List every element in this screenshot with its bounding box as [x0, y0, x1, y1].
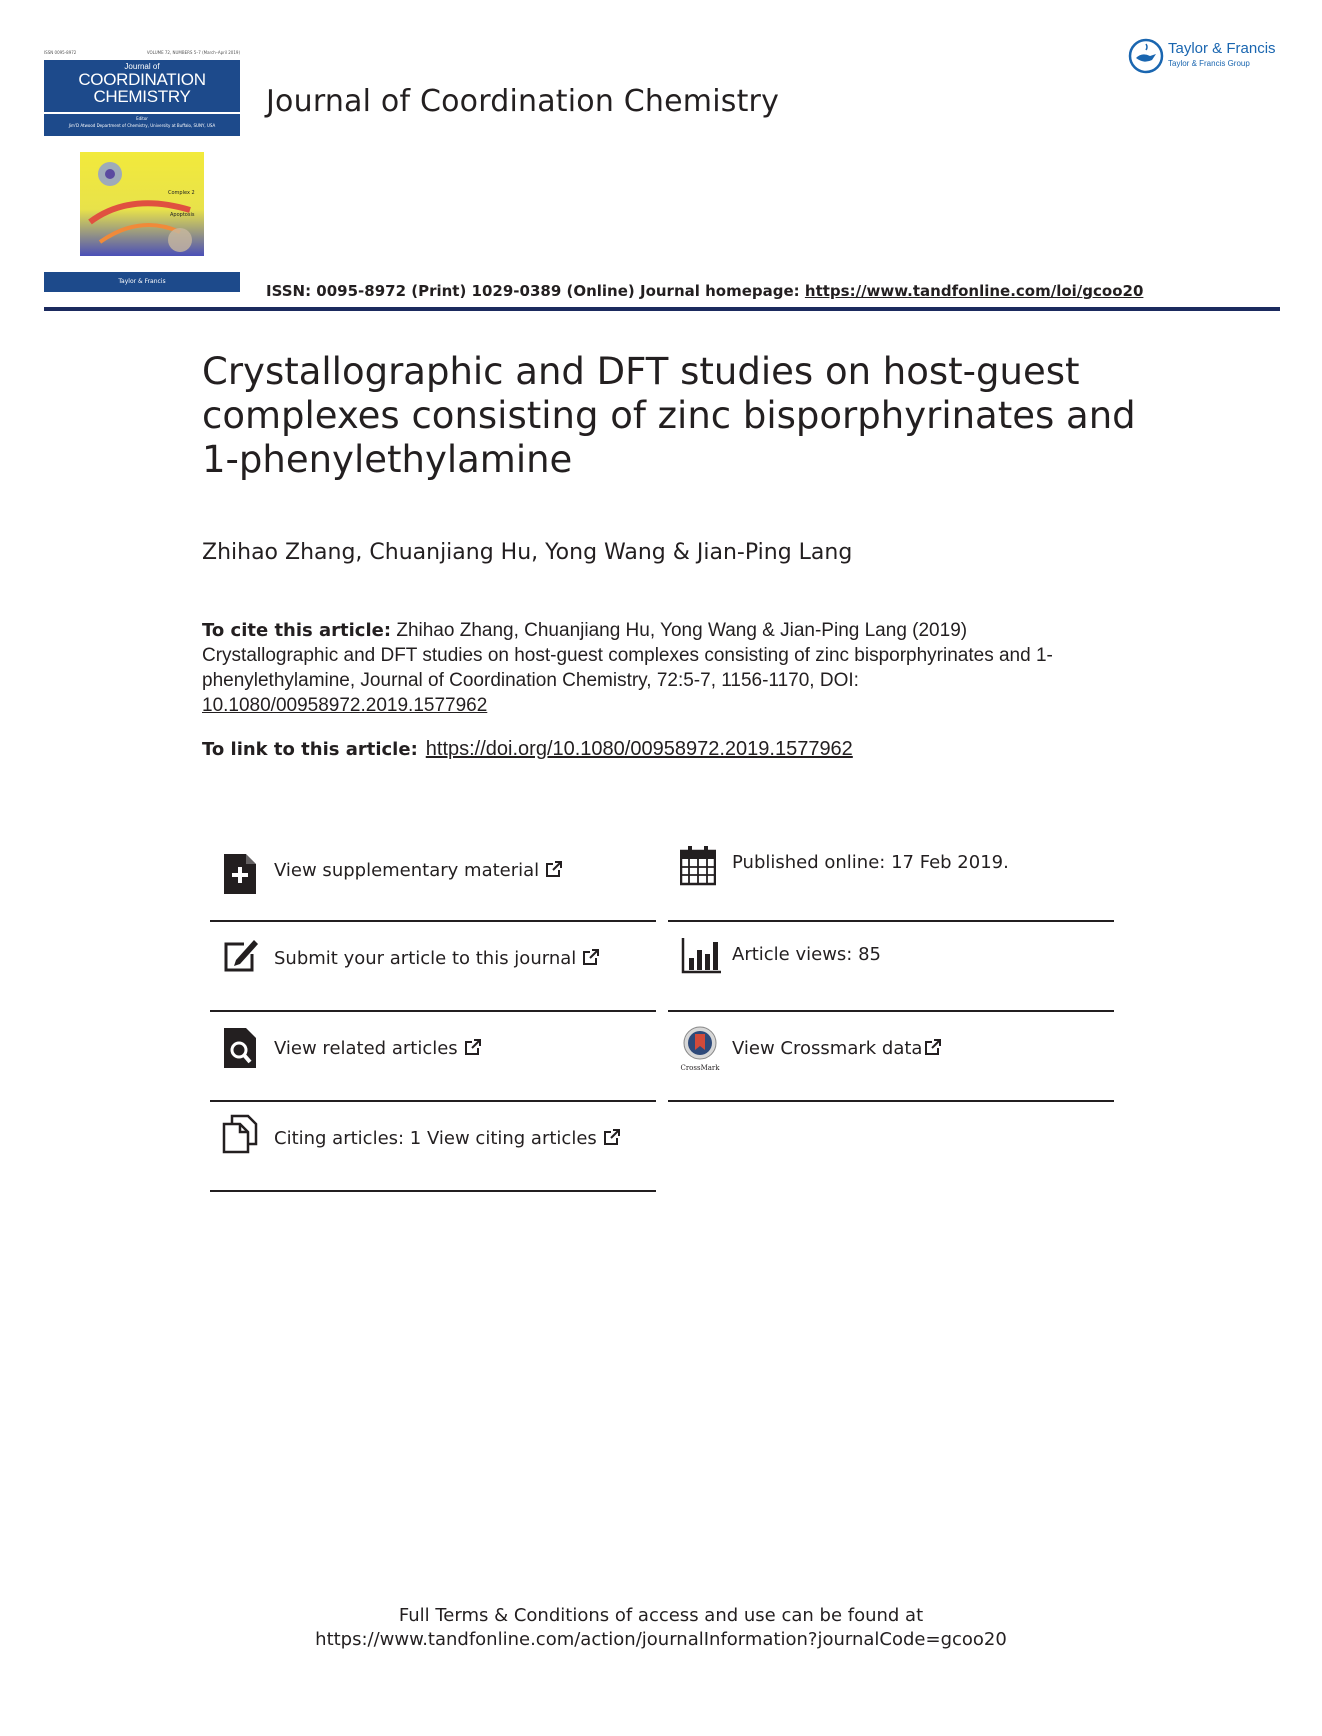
cover-issn: ISSN 0095-8972	[44, 50, 77, 55]
calendar-icon	[680, 846, 716, 886]
footer-terms-text: Full Terms & Conditions of access and use can be found at	[398, 1605, 924, 1626]
article-title: Crystallographic and DFT studies on host-guest complexes consisting of zinc bisporphyrinates and 1-phenylethylamine	[202, 350, 1136, 481]
cover-editor-detail: Jim'D Atwood Department of Chemistry, University at Buffalo, SUNY, USA	[68, 123, 216, 128]
crossmark-icon	[680, 1026, 720, 1062]
cite-label: To cite this article:	[202, 620, 392, 641]
issn-text: ISSN: 0095-8972 (Print) 1029-0389 (Online) Journal homepage:	[266, 282, 805, 300]
cover-journal-of: Journal of	[124, 62, 160, 71]
published-online-item	[668, 832, 1114, 922]
journal-title: Journal of Coordination Chemistry	[266, 84, 780, 119]
citation-block	[202, 618, 1102, 718]
header-rule	[44, 307, 1280, 311]
article-doi-link[interactable]: https://doi.org/10.1080/00958972.2019.1577962	[425, 738, 853, 760]
supplementary-label: View supplementary material	[274, 860, 540, 881]
citing-articles-item[interactable]	[210, 1102, 656, 1192]
journal-cover	[44, 50, 240, 294]
cite-doi-link[interactable]: 10.1080/00958972.2019.1577962	[202, 695, 488, 716]
taylor-francis-lamp-icon	[1128, 38, 1164, 74]
crossmark-badge	[680, 1026, 720, 1072]
article-views-item	[668, 922, 1114, 1012]
taylor-francis-logo	[1128, 38, 1288, 78]
external-link-icon	[924, 1038, 942, 1056]
edit-icon	[222, 936, 258, 976]
terms-footer	[0, 1604, 1322, 1652]
publisher-name: Taylor & Francis	[1168, 40, 1276, 57]
external-link-icon	[582, 948, 600, 966]
link-label: To link to this article:	[202, 739, 418, 760]
related-articles-item[interactable]	[210, 1012, 656, 1102]
external-link-icon	[545, 860, 563, 878]
related-articles-label: View related articles	[274, 1038, 458, 1059]
supplementary-material-item[interactable]	[210, 832, 656, 922]
cite-text: Zhihao Zhang, Chuanjiang Hu, Yong Wang & Jian-Ping Lang (2019) Crystallographic and DFT studies on host-guest complexes consisting of zinc bisporphyrinates and 1-phenylethylamine, Journal of Coordination Chemistry, 72:5-7, 1156-1170, DOI:	[202, 620, 1053, 691]
cover-editor-strip	[44, 114, 240, 136]
article-link-line	[202, 738, 853, 761]
external-link-icon	[603, 1128, 621, 1146]
footer-terms-link[interactable]: https://www.tandfonline.com/action/journalInformation?journalCode=gcoo20	[315, 1629, 1007, 1650]
cover-art-apoptosis: Apoptosis	[170, 212, 195, 218]
external-link-icon	[464, 1038, 482, 1056]
cover-title-band	[44, 60, 240, 112]
cover-editor: Editor	[136, 116, 148, 121]
cover-coordination: COORDINATION	[78, 70, 206, 89]
cover-artwork	[80, 152, 204, 256]
crossmark-item[interactable]	[668, 1012, 1114, 1102]
copy-documents-icon	[222, 1114, 258, 1154]
citing-articles-label: Citing articles: 1 View citing articles	[274, 1128, 597, 1149]
published-online-label: Published online: 17 Feb 2019.	[732, 852, 1009, 873]
journal-homepage-link[interactable]: https://www.tandfonline.com/loi/gcoo20	[804, 282, 1144, 300]
submit-article-label: Submit your article to this journal	[274, 948, 577, 969]
submit-article-item[interactable]	[210, 922, 656, 1012]
issn-line	[266, 282, 1143, 300]
bar-chart-icon	[680, 936, 722, 976]
crossmark-badge-text: CrossMark	[680, 1064, 720, 1072]
search-document-icon	[222, 1028, 258, 1068]
article-views-label: Article views: 85	[732, 944, 881, 965]
crossmark-label: View Crossmark data	[732, 1038, 923, 1059]
cover-chemistry: CHEMISTRY	[93, 87, 191, 106]
cover-volume: VOLUME 72, NUMBERS 5–7 (March–April 2019)	[146, 50, 240, 55]
article-authors: Zhihao Zhang, Chuanjiang Hu, Yong Wang & Jian-Ping Lang	[202, 540, 853, 565]
cover-publisher: Taylor & Francis	[44, 272, 240, 292]
publisher-group: Taylor & Francis Group	[1168, 59, 1250, 68]
add-file-icon	[222, 854, 258, 894]
cover-art-complex: Complex 2	[168, 190, 195, 196]
